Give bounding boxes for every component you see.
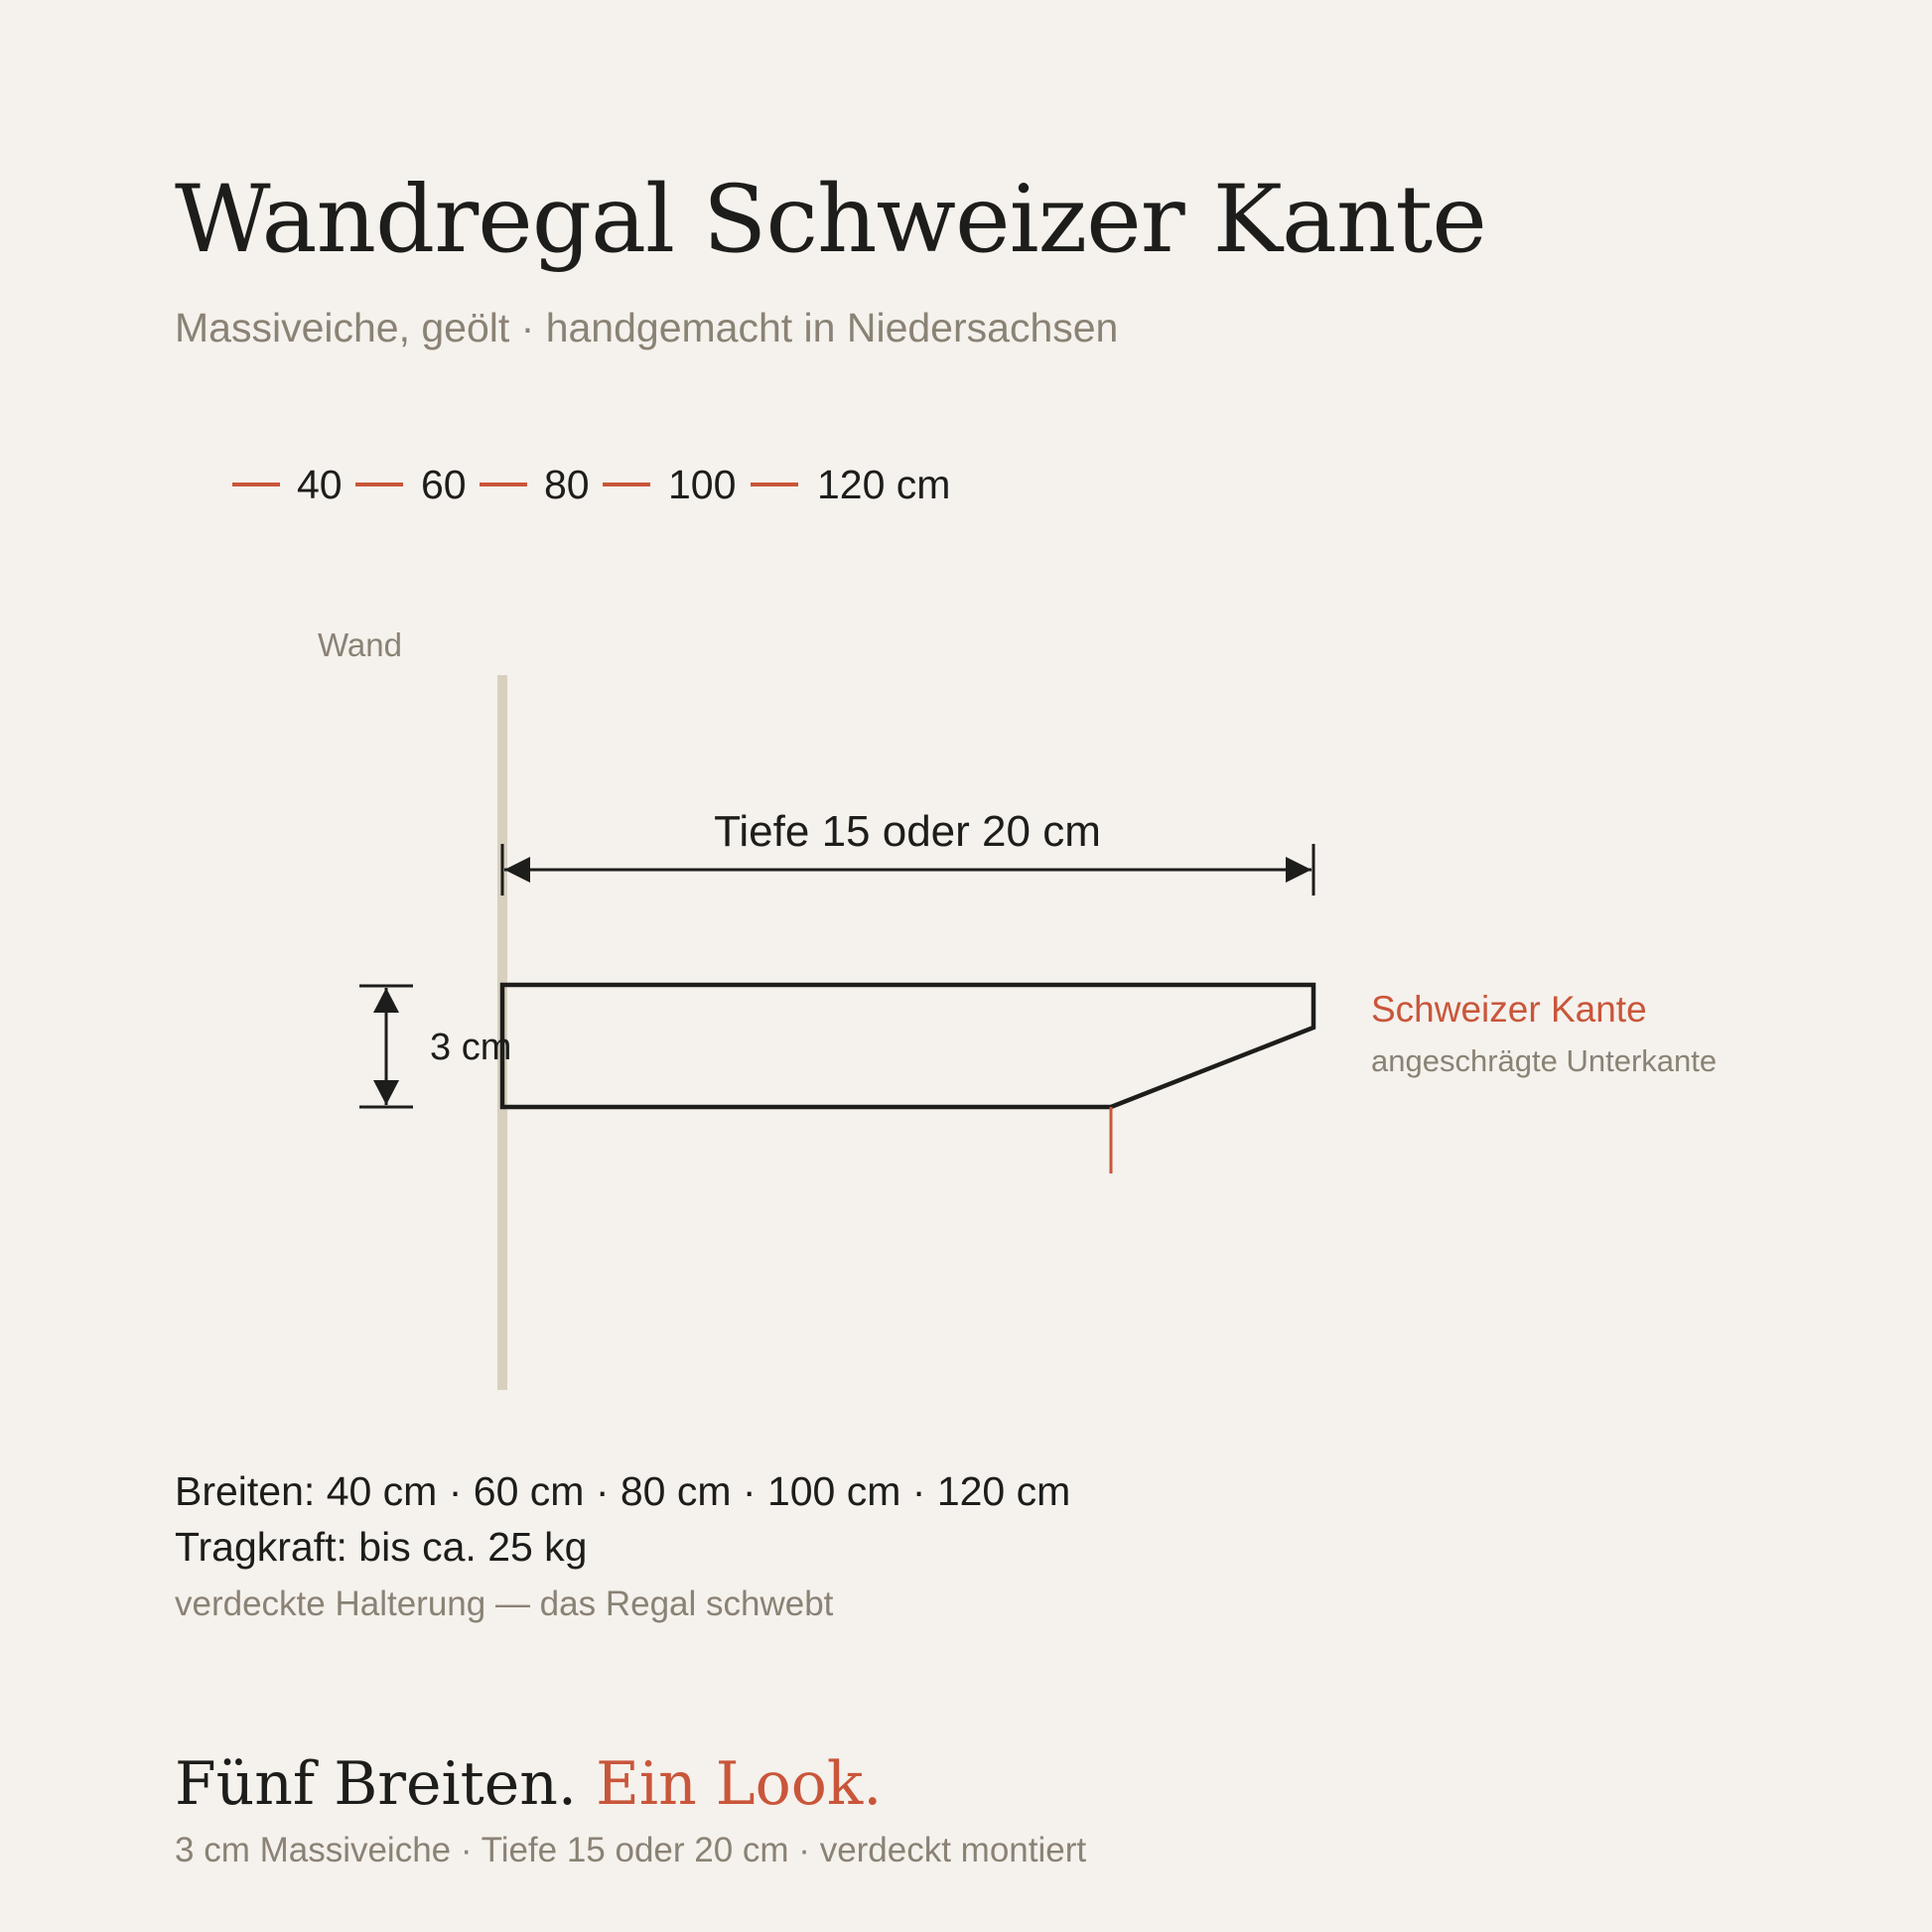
shelf-profile	[502, 985, 1313, 1107]
wall-label: Wand	[318, 626, 402, 663]
tagline	[175, 1749, 882, 1819]
edge-title: Schweizer Kante	[1371, 989, 1647, 1030]
width-option-40: 40	[297, 462, 343, 507]
thickness-label: 3 cm	[430, 1027, 512, 1068]
footer-summary: 3 cm Massiveiche · Tiefe 15 oder 20 cm · verdeckt montiert	[175, 1831, 1087, 1869]
spec-widths: Breiten: 40 cm · 60 cm · 80 cm · 100 cm · 120 cm	[175, 1468, 1071, 1514]
arrow-up-icon	[373, 988, 399, 1013]
spec-load: Tragkraft: bis ca. 25 kg	[175, 1524, 588, 1570]
width-option-100: 100	[668, 462, 737, 507]
edge-caption: angeschrägte Unterkante	[1371, 1043, 1718, 1078]
width-option-60: 60	[421, 462, 467, 507]
arrow-left-icon	[504, 857, 530, 883]
arrow-down-icon	[373, 1080, 399, 1105]
page-title: Wandregal Schweizer Kante	[175, 166, 1486, 274]
spec-note: verdeckte Halterung — das Regal schwebt	[175, 1585, 834, 1623]
tagline-accent: Ein Look.	[596, 1749, 883, 1819]
page-subtitle: Massiveiche, geölt · handgemacht in Niedersachsen	[175, 305, 1119, 350]
width-option-80: 80	[544, 462, 590, 507]
depth-label: Tiefe 15 oder 20 cm	[714, 807, 1101, 856]
width-option-120: 120 cm	[817, 462, 951, 507]
tagline-main: Fünf Breiten.	[175, 1749, 577, 1819]
arrow-right-icon	[1286, 857, 1311, 883]
